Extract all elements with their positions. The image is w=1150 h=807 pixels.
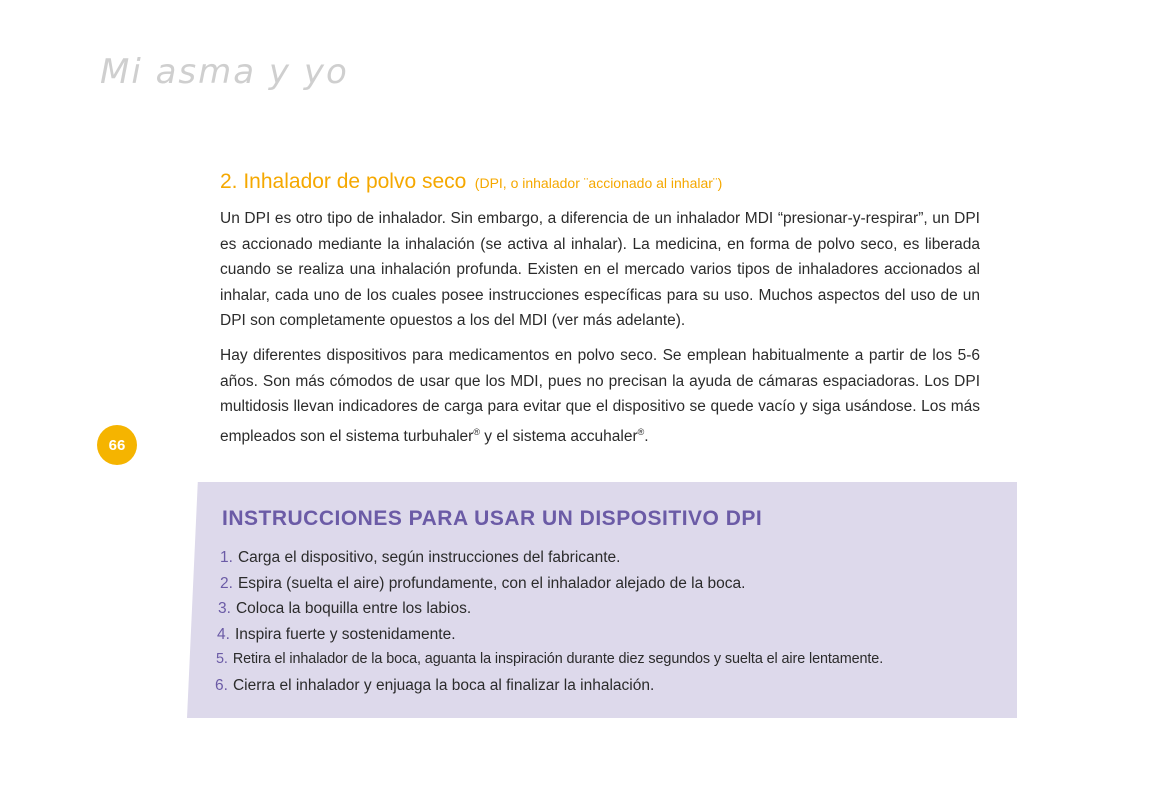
step-text: Inspira fuerte y sostenidamente.: [234, 625, 456, 643]
instructions-title: INSTRUCCIONES PARA USAR UN DISPOSITIVO DPI: [222, 507, 763, 530]
registered-mark: ®: [473, 426, 480, 437]
paragraph-2-text-a: Hay diferentes dispositivos para medicamentos en polvo seco. Se emplean habitualmente a partir de los 5-6 años. Son más cómodos de usar que los MDI, pues no precisan la ayuda de cámaras espaciadoras. Los DPI multidosis llevan indicadores de carga para evitar que el dispositivo se quede vacío y siga usándose. Los más empleados son el sistema turbuhaler: [220, 346, 980, 445]
paragraph-1: Un DPI es otro tipo de inhalador. Sin embargo, a diferencia de un inhalador MDI “presionar-y-respirar”, un DPI es accionado mediante la inhalación (se activa al inhalar). La medicina, en forma de polvo seco, es liberada cuando se realiza una inhalación profunda. Existen en el mercado varios tipos de inhaladores accionados al inhalar, cada uno de los cuales posee instrucciones específicas para su uso. Muchos aspectos del uso de un DPI son completamente opuestos a los del MDI (ver más adelante).: [220, 210, 980, 330]
step-text: Espira (suelta el aire) profundamente, con el inhalador alejado de la boca.: [237, 574, 746, 592]
paragraph-2-text-c: .: [644, 427, 649, 445]
step-number: 1.: [220, 549, 233, 566]
step-number: 6.: [215, 676, 228, 694]
paragraph-2-text-b: y el sistema accuhaler: [479, 427, 638, 445]
section-heading: [220, 170, 1000, 194]
instruction-step: [214, 571, 883, 597]
step-text: Retira el inhalador de la boca, aguanta la inspiración durante diez segundos y suelta el aire lentamente.: [232, 651, 884, 668]
step-number: 3.: [218, 600, 231, 618]
step-number: 4.: [217, 625, 230, 643]
instruction-step: [214, 647, 883, 673]
page-number-badge: 66: [97, 425, 137, 465]
instruction-step: [214, 596, 883, 622]
registered-mark: ®: [637, 426, 645, 437]
section-body: [220, 206, 980, 459]
instruction-step: [214, 545, 883, 571]
step-number: 5.: [216, 651, 228, 668]
instruction-step: [214, 673, 883, 699]
section-subtitle: (DPI, o inhalador ¨accionado al inhalar¨): [474, 175, 723, 191]
instructions-list: [214, 545, 883, 699]
instruction-step: [214, 622, 883, 648]
step-text: Cierra el inhalador y enjuaga la boca al finalizar la inhalación.: [232, 676, 655, 694]
paragraph-2: [220, 343, 980, 450]
step-number: 2.: [220, 574, 233, 592]
section-title: 2. Inhalador de polvo seco: [220, 170, 467, 193]
running-header-title: Mi asma y yo: [100, 52, 349, 92]
step-text: Coloca la boquilla entre los labios.: [235, 600, 472, 618]
step-text: Carga el dispositivo, según instrucciones del fabricante.: [237, 549, 621, 566]
